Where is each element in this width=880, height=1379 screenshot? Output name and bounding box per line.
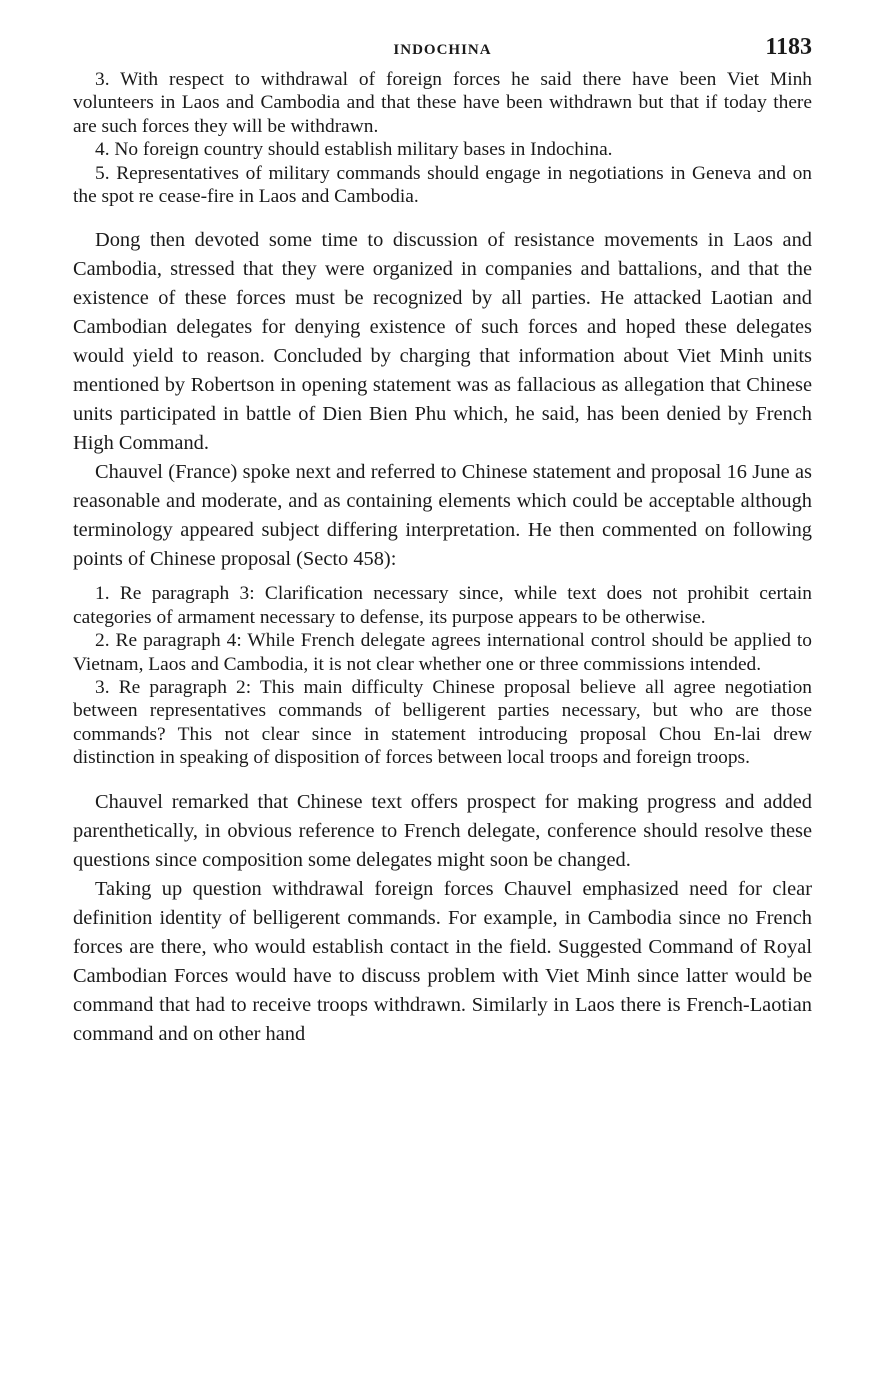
body-paragraph: Chauvel (France) spoke next and referred to Chinese statement and proposal 16 June as reasonable and moderate, and as containing elements which could be acceptable although terminology appeared subject differing interpretation. He then commented on following points of Chinese proposal (Secto 458): (73, 461, 812, 571)
list-item: 5. Representatives of military commands should engage in negotiations in Geneva and on the spot re cease-fire in Laos and Cambodia. (73, 162, 812, 208)
body-paragraph: Dong then devoted some time to discussion of resistance movements in Laos and Cambodia, stressed that they were organized in companies and battalions, and that the existence of these forces must be recognized by all parties. He attacked Laotian and Cambodian delegates for denying existence of such forces and hoped these delegates would yield to reason. Concluded by charging that information about Viet Minh units mentioned by Robertson in opening statement was as fallacious as allegation that Chinese units participated in battle of Dien Bien Phu which, he said, has been denied by French High Command. (73, 229, 812, 455)
list-item: 3. Re paragraph 2: This main difficulty Chinese proposal believe all agree negotiation between representatives commands of belligerent parties necessary, but who are those commands? This not clear since in statement introducing proposal Chou En-lai drew distinction in speaking of disposition of forces between local troops and foreign troops. (73, 677, 812, 769)
running-head: INDOCHINA (393, 42, 492, 58)
list-item: 3. With respect to withdrawal of foreign forces he said there have been Viet Minh volunteers in Laos and Cambodia and that these have been withdrawn but that if today there are such forces they will be withdrawn. (73, 69, 812, 137)
numbered-list-chauvel-points (73, 582, 812, 769)
numbered-list-dong-points (73, 68, 812, 208)
list-item: 2. Re paragraph 4: While French delegate agrees international control should be applied to Vietnam, Laos and Cambodia, it is not clear whether one or three commissions intended. (73, 630, 812, 675)
list-item: 4. No foreign country should establish military bases in Indochina. (95, 139, 613, 161)
body-paragraph: Chauvel remarked that Chinese text offers prospect for making progress and added parenthetically, in obvious reference to French delegate, conference should resolve these questions since composition some delegates might soon be changed. (73, 790, 812, 871)
document-page (73, 34, 812, 1049)
list-item: 1. Re paragraph 3: Clarification necessary since, while text does not prohibit certain categories of armament necessary to defense, its purpose appears to be otherwise. (73, 583, 812, 628)
body-paragraph: Taking up question withdrawal foreign forces Chauvel emphasized need for clear definition identity of belligerent commands. For example, in Cambodia since no French forces are there, who would establish contact in the field. Suggested Command of Royal Cambodian Forces would have to discuss problem with Viet Minh since latter would be command that had to receive troops withdrawn. Similarly in Laos there is French-Laotian command and on other hand (73, 877, 812, 1045)
page-number: 1183 (765, 34, 812, 60)
page-header (73, 34, 812, 68)
